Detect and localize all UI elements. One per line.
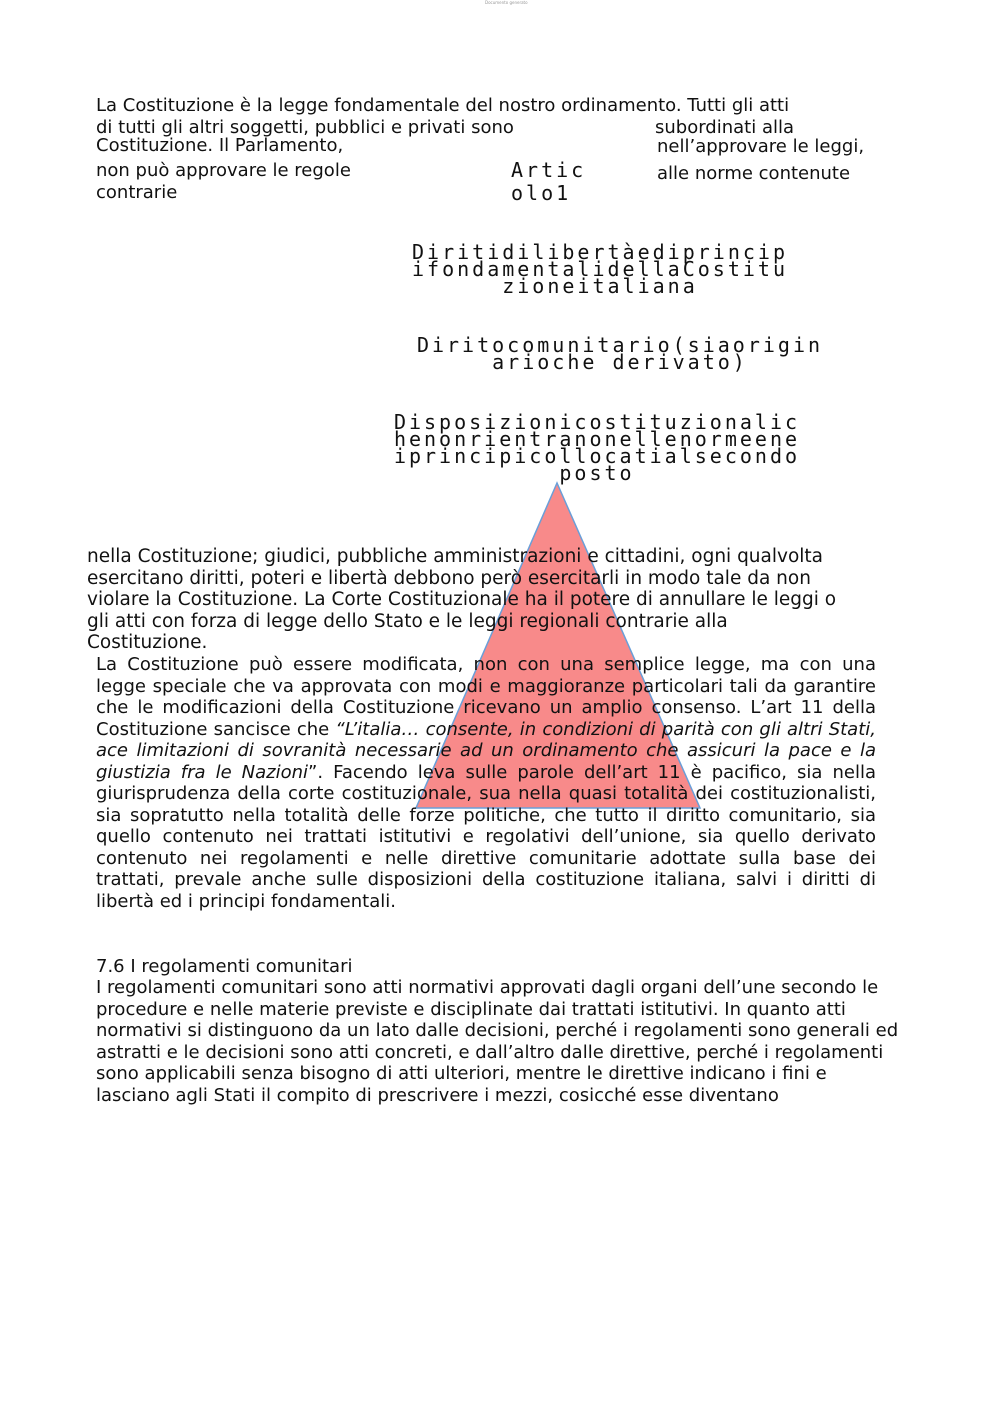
top-line-2b: subordinati alla — [655, 117, 795, 138]
pyramid-level-2: Diritocomunitario(siaoriginarioche derivato) — [416, 333, 824, 374]
mid-line-5: Costituzione. — [87, 632, 208, 653]
art-11-quote: “L’italia… consente, in condizioni di parità con gli altri Stati, ace limitazioni di sovranità necessarie ad un ordinamento che assicuri la pace e la giustizia fra le Nazioni — [96, 718, 876, 783]
top-line-5a: contrarie — [96, 182, 178, 203]
header-mark: Documento generato — [485, 0, 528, 5]
top-line-4b: alle norme contenute — [657, 163, 851, 184]
mid-line-4: gli atti con forza di legge dello Stato e le leggi regionali contrarie alla — [87, 611, 728, 632]
section-body-text: I regolamenti comunitari sono atti normativi approvati dagli organi dell’une secondo le procedure e nelle materie previste e disciplinate dai trattati istitutivi. In quanto atti normativi si distinguono da un lato dalle decisioni, perché i regolamenti sono generali ed astratti e le decisioni sono atti concreti, e dall’altro dalle direttive, perché i regolamenti sono applicabili senza bisogno di atti ulteriori, mentre le direttive indicano i fini e lasciano agli Stati il compito di prescrivere i mezzi, cosicché esse diventano — [96, 977, 899, 1106]
artic-part-2: olo1 — [511, 181, 572, 205]
mid-line-1: nella Costituzione; giudici, pubbliche amministrazioni e cittadini, ogni qualvolta — [87, 546, 824, 567]
pyramid-level-3: Disposizionicostituzionalichenonrientranonellenormeeneiprincipicollocatialsecondo posto — [393, 410, 801, 485]
top-line-4a: non può approvare le regole — [96, 160, 351, 181]
top-line-2a: di tutti gli altri soggetti, pubblici e privati sono — [96, 117, 514, 138]
paragraph-art-11-a: La Costituzione può essere modificata, non con una semplice legge, ma con una legge speciale che va approvata con modi e maggioranze particolari tali da garantire che le modificazioni della Costituzione ricevano un amplio consenso. L’art 11 della Costituzione sancisce che — [96, 654, 876, 740]
section-heading: 7.6 I regolamenti comunitari — [96, 956, 353, 977]
artic-part-1: Artic — [511, 158, 587, 182]
top-line-3a: Costituzione. Il Parlamento, — [96, 135, 344, 156]
paragraph-art-11-b: ”. Facendo leva sulle parole dell’art 11 è pacifico, sia nella giurisprudenza della corte costituzionale, sua nella quasi totalità dei costituzionalisti, sia sopratutto nella totalità delle forze politiche, che tutto il diritto comunitario, sia quello contenuto nei trattati istitutivi e regolativi dell’unione, sia quello derivato contenuto nei regolamenti e nelle direttive comunitarie adottate sulla base dei trattati, prevale anche sulle disposizioni della costituzione italiana, salvi i diritti di libertà ed i principi fondamentali. — [96, 761, 877, 912]
top-line-3b: nell’approvare le leggi, — [657, 136, 865, 157]
top-line-1: La Costituzione è la legge fondamentale del nostro ordinamento. Tutti gli atti — [96, 95, 790, 116]
paragraph-art-11 — [96, 654, 876, 912]
mid-line-2: esercitano diritti, poteri e libertà debbono però esercitarli in modo tale da non — [87, 568, 811, 589]
mid-line-3: violare la Costituzione. La Corte Costituzionale ha il potere di annullare le leggi o — [87, 589, 837, 610]
pyramid-level-1: DiritidilibertàediprincipifondamentalidellaCostituzioneitaliana — [411, 240, 789, 298]
section-body — [96, 977, 904, 1106]
